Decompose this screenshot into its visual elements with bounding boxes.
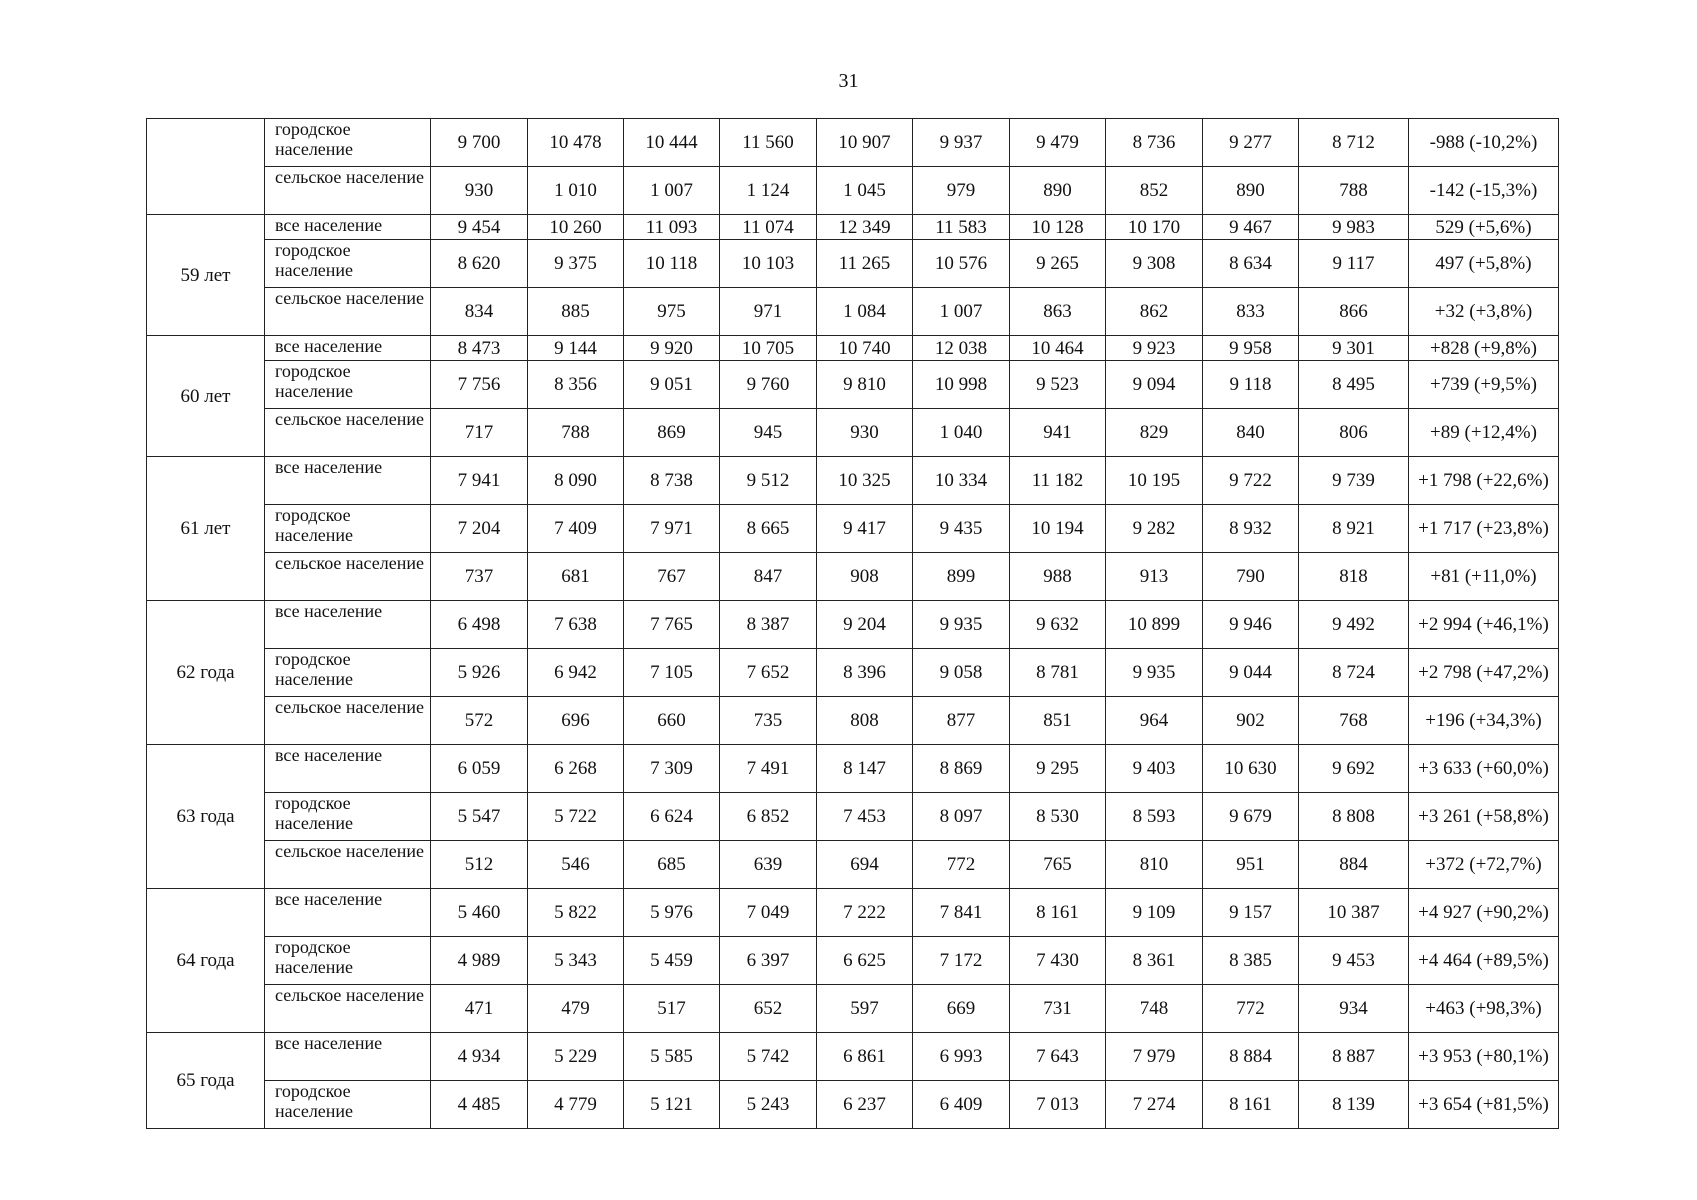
value-cell: 847 <box>720 553 817 601</box>
value-cell: 717 <box>431 409 528 457</box>
change-cell: +372 (+72,7%) <box>1409 841 1559 889</box>
value-cell: 10 444 <box>624 119 720 167</box>
value-cell: 546 <box>528 841 624 889</box>
category-cell: сельское население <box>265 697 431 745</box>
value-cell: 9 435 <box>913 505 1010 553</box>
value-cell: 829 <box>1106 409 1203 457</box>
value-cell: 8 356 <box>528 361 624 409</box>
table-row <box>147 288 1559 336</box>
value-cell: 934 <box>1299 985 1409 1033</box>
value-cell: 10 194 <box>1010 505 1106 553</box>
value-cell: 908 <box>817 553 913 601</box>
page-number: 31 <box>838 70 859 92</box>
value-cell: 7 652 <box>720 649 817 697</box>
change-cell: +4 464 (+89,5%) <box>1409 937 1559 985</box>
value-cell: 9 937 <box>913 119 1010 167</box>
value-cell: 7 204 <box>431 505 528 553</box>
table-row <box>147 336 1559 361</box>
change-cell: +3 633 (+60,0%) <box>1409 745 1559 793</box>
value-cell: 8 090 <box>528 457 624 505</box>
value-cell: 7 409 <box>528 505 624 553</box>
value-cell: 6 852 <box>720 793 817 841</box>
value-cell: 790 <box>1203 553 1299 601</box>
value-cell: 8 097 <box>913 793 1010 841</box>
value-cell: 890 <box>1010 167 1106 215</box>
value-cell: 6 268 <box>528 745 624 793</box>
value-cell: 9 700 <box>431 119 528 167</box>
value-cell: 10 478 <box>528 119 624 167</box>
change-cell: -142 (-15,3%) <box>1409 167 1559 215</box>
value-cell: 885 <box>528 288 624 336</box>
category-cell: сельское население <box>265 985 431 1033</box>
value-cell: 833 <box>1203 288 1299 336</box>
table-row <box>147 361 1559 409</box>
value-cell: 945 <box>720 409 817 457</box>
table-row <box>147 167 1559 215</box>
value-cell: 10 103 <box>720 240 817 288</box>
table-body <box>147 119 1559 1129</box>
value-cell: 767 <box>624 553 720 601</box>
value-cell: 4 485 <box>431 1081 528 1129</box>
category-cell: сельское население <box>265 553 431 601</box>
value-cell: 9 958 <box>1203 336 1299 361</box>
change-cell: -988 (-10,2%) <box>1409 119 1559 167</box>
value-cell: 7 765 <box>624 601 720 649</box>
change-cell: 497 (+5,8%) <box>1409 240 1559 288</box>
value-cell: 8 712 <box>1299 119 1409 167</box>
value-cell: 9 523 <box>1010 361 1106 409</box>
value-cell: 5 229 <box>528 1033 624 1081</box>
table-row <box>147 119 1559 167</box>
value-cell: 9 810 <box>817 361 913 409</box>
value-cell: 862 <box>1106 288 1203 336</box>
value-cell: 951 <box>1203 841 1299 889</box>
value-cell: 11 074 <box>720 215 817 240</box>
value-cell: 7 172 <box>913 937 1010 985</box>
change-cell: +3 654 (+81,5%) <box>1409 1081 1559 1129</box>
value-cell: 6 397 <box>720 937 817 985</box>
value-cell: 877 <box>913 697 1010 745</box>
value-cell: 9 983 <box>1299 215 1409 240</box>
value-cell: 866 <box>1299 288 1409 336</box>
value-cell: 8 473 <box>431 336 528 361</box>
value-cell: 8 161 <box>1203 1081 1299 1129</box>
value-cell: 9 920 <box>624 336 720 361</box>
value-cell: 8 495 <box>1299 361 1409 409</box>
table-row <box>147 841 1559 889</box>
value-cell: 5 976 <box>624 889 720 937</box>
value-cell: 8 665 <box>720 505 817 553</box>
table-row <box>147 697 1559 745</box>
category-cell: сельское население <box>265 841 431 889</box>
value-cell: 7 013 <box>1010 1081 1106 1129</box>
value-cell: 7 274 <box>1106 1081 1203 1129</box>
value-cell: 6 059 <box>431 745 528 793</box>
age-group-cell: 61 лет <box>147 457 265 601</box>
value-cell: 9 946 <box>1203 601 1299 649</box>
category-cell: все население <box>265 1033 431 1081</box>
value-cell: 685 <box>624 841 720 889</box>
age-group-cell <box>147 119 265 215</box>
table-row <box>147 793 1559 841</box>
value-cell: 1 084 <box>817 288 913 336</box>
value-cell: 899 <box>913 553 1010 601</box>
category-cell: сельское население <box>265 409 431 457</box>
change-cell: +3 261 (+58,8%) <box>1409 793 1559 841</box>
value-cell: 8 887 <box>1299 1033 1409 1081</box>
change-cell: +463 (+98,3%) <box>1409 985 1559 1033</box>
change-cell: 529 (+5,6%) <box>1409 215 1559 240</box>
value-cell: 737 <box>431 553 528 601</box>
value-cell: 11 560 <box>720 119 817 167</box>
value-cell: 765 <box>1010 841 1106 889</box>
value-cell: 806 <box>1299 409 1409 457</box>
value-cell: 9 109 <box>1106 889 1203 937</box>
value-cell: 975 <box>624 288 720 336</box>
table-row <box>147 553 1559 601</box>
value-cell: 6 409 <box>913 1081 1010 1129</box>
value-cell: 5 722 <box>528 793 624 841</box>
value-cell: 1 007 <box>624 167 720 215</box>
table-row <box>147 1081 1559 1129</box>
value-cell: 5 547 <box>431 793 528 841</box>
value-cell: 512 <box>431 841 528 889</box>
value-cell: 652 <box>720 985 817 1033</box>
value-cell: 10 899 <box>1106 601 1203 649</box>
change-cell: +196 (+34,3%) <box>1409 697 1559 745</box>
value-cell: 9 301 <box>1299 336 1409 361</box>
value-cell: 840 <box>1203 409 1299 457</box>
value-cell: 8 147 <box>817 745 913 793</box>
value-cell: 9 403 <box>1106 745 1203 793</box>
value-cell: 681 <box>528 553 624 601</box>
value-cell: 8 361 <box>1106 937 1203 985</box>
change-cell: +89 (+12,4%) <box>1409 409 1559 457</box>
value-cell: 971 <box>720 288 817 336</box>
age-group-cell: 64 года <box>147 889 265 1033</box>
value-cell: 9 058 <box>913 649 1010 697</box>
category-cell: городское население <box>265 649 431 697</box>
value-cell: 748 <box>1106 985 1203 1033</box>
value-cell: 7 049 <box>720 889 817 937</box>
table-row <box>147 601 1559 649</box>
change-cell: +1 717 (+23,8%) <box>1409 505 1559 553</box>
category-cell: городское население <box>265 361 431 409</box>
value-cell: 979 <box>913 167 1010 215</box>
table-row <box>147 985 1559 1033</box>
value-cell: 10 630 <box>1203 745 1299 793</box>
value-cell: 8 139 <box>1299 1081 1409 1129</box>
change-cell: +2 798 (+47,2%) <box>1409 649 1559 697</box>
value-cell: 669 <box>913 985 1010 1033</box>
value-cell: 9 044 <box>1203 649 1299 697</box>
value-cell: 639 <box>720 841 817 889</box>
value-cell: 9 454 <box>431 215 528 240</box>
value-cell: 9 282 <box>1106 505 1203 553</box>
value-cell: 572 <box>431 697 528 745</box>
value-cell: 10 464 <box>1010 336 1106 361</box>
value-cell: 479 <box>528 985 624 1033</box>
value-cell: 902 <box>1203 697 1299 745</box>
value-cell: 1 010 <box>528 167 624 215</box>
change-cell: +32 (+3,8%) <box>1409 288 1559 336</box>
value-cell: 9 204 <box>817 601 913 649</box>
value-cell: 8 387 <box>720 601 817 649</box>
value-cell: 517 <box>624 985 720 1033</box>
value-cell: 7 643 <box>1010 1033 1106 1081</box>
value-cell: 863 <box>1010 288 1106 336</box>
value-cell: 8 385 <box>1203 937 1299 985</box>
table-row <box>147 937 1559 985</box>
value-cell: 9 295 <box>1010 745 1106 793</box>
value-cell: 12 349 <box>817 215 913 240</box>
category-cell: все население <box>265 601 431 649</box>
value-cell: 9 417 <box>817 505 913 553</box>
table-row <box>147 1033 1559 1081</box>
value-cell: 5 460 <box>431 889 528 937</box>
change-cell: +4 927 (+90,2%) <box>1409 889 1559 937</box>
value-cell: 9 632 <box>1010 601 1106 649</box>
value-cell: 731 <box>1010 985 1106 1033</box>
value-cell: 660 <box>624 697 720 745</box>
value-cell: 5 459 <box>624 937 720 985</box>
value-cell: 735 <box>720 697 817 745</box>
value-cell: 869 <box>624 409 720 457</box>
value-cell: 10 170 <box>1106 215 1203 240</box>
value-cell: 913 <box>1106 553 1203 601</box>
value-cell: 1 045 <box>817 167 913 215</box>
age-group-cell: 62 года <box>147 601 265 745</box>
value-cell: 8 932 <box>1203 505 1299 553</box>
value-cell: 890 <box>1203 167 1299 215</box>
category-cell: городское население <box>265 937 431 985</box>
value-cell: 808 <box>817 697 913 745</box>
value-cell: 9 722 <box>1203 457 1299 505</box>
value-cell: 6 942 <box>528 649 624 697</box>
value-cell: 9 935 <box>913 601 1010 649</box>
value-cell: 768 <box>1299 697 1409 745</box>
category-cell: все население <box>265 336 431 361</box>
value-cell: 5 343 <box>528 937 624 985</box>
category-cell: городское население <box>265 505 431 553</box>
change-cell: +1 798 (+22,6%) <box>1409 457 1559 505</box>
table-row <box>147 409 1559 457</box>
value-cell: 5 121 <box>624 1081 720 1129</box>
value-cell: 7 638 <box>528 601 624 649</box>
value-cell: 9 117 <box>1299 240 1409 288</box>
value-cell: 9 512 <box>720 457 817 505</box>
category-cell: городское население <box>265 1081 431 1129</box>
value-cell: 6 498 <box>431 601 528 649</box>
value-cell: 1 124 <box>720 167 817 215</box>
value-cell: 6 625 <box>817 937 913 985</box>
value-cell: 9 935 <box>1106 649 1203 697</box>
value-cell: 9 453 <box>1299 937 1409 985</box>
category-cell: городское население <box>265 793 431 841</box>
value-cell: 6 624 <box>624 793 720 841</box>
value-cell: 7 491 <box>720 745 817 793</box>
value-cell: 11 182 <box>1010 457 1106 505</box>
value-cell: 11 583 <box>913 215 1010 240</box>
value-cell: 6 861 <box>817 1033 913 1081</box>
value-cell: 11 093 <box>624 215 720 240</box>
value-cell: 7 979 <box>1106 1033 1203 1081</box>
value-cell: 788 <box>1299 167 1409 215</box>
value-cell: 9 375 <box>528 240 624 288</box>
age-group-cell: 59 лет <box>147 215 265 336</box>
value-cell: 772 <box>1203 985 1299 1033</box>
value-cell: 10 998 <box>913 361 1010 409</box>
change-cell: +81 (+11,0%) <box>1409 553 1559 601</box>
value-cell: 10 128 <box>1010 215 1106 240</box>
value-cell: 930 <box>431 167 528 215</box>
value-cell: 696 <box>528 697 624 745</box>
value-cell: 6 237 <box>817 1081 913 1129</box>
value-cell: 10 705 <box>720 336 817 361</box>
population-table-container <box>146 118 1558 1129</box>
table-row <box>147 745 1559 793</box>
value-cell: 8 736 <box>1106 119 1203 167</box>
value-cell: 10 195 <box>1106 457 1203 505</box>
value-cell: 7 756 <box>431 361 528 409</box>
category-cell: все население <box>265 889 431 937</box>
value-cell: 597 <box>817 985 913 1033</box>
value-cell: 8 593 <box>1106 793 1203 841</box>
value-cell: 10 576 <box>913 240 1010 288</box>
value-cell: 7 309 <box>624 745 720 793</box>
value-cell: 9 479 <box>1010 119 1106 167</box>
value-cell: 9 760 <box>720 361 817 409</box>
category-cell: городское население <box>265 240 431 288</box>
value-cell: 5 822 <box>528 889 624 937</box>
change-cell: +2 994 (+46,1%) <box>1409 601 1559 649</box>
value-cell: 7 453 <box>817 793 913 841</box>
change-cell: +3 953 (+80,1%) <box>1409 1033 1559 1081</box>
value-cell: 9 144 <box>528 336 624 361</box>
value-cell: 9 692 <box>1299 745 1409 793</box>
value-cell: 8 396 <box>817 649 913 697</box>
value-cell: 8 620 <box>431 240 528 288</box>
value-cell: 9 157 <box>1203 889 1299 937</box>
value-cell: 9 739 <box>1299 457 1409 505</box>
table-row <box>147 457 1559 505</box>
category-cell: все население <box>265 215 431 240</box>
category-cell: все население <box>265 457 431 505</box>
value-cell: 8 738 <box>624 457 720 505</box>
table-row <box>147 215 1559 240</box>
value-cell: 9 679 <box>1203 793 1299 841</box>
value-cell: 10 387 <box>1299 889 1409 937</box>
value-cell: 9 492 <box>1299 601 1409 649</box>
value-cell: 5 585 <box>624 1033 720 1081</box>
value-cell: 1 040 <box>913 409 1010 457</box>
value-cell: 834 <box>431 288 528 336</box>
value-cell: 8 884 <box>1203 1033 1299 1081</box>
value-cell: 12 038 <box>913 336 1010 361</box>
value-cell: 8 921 <box>1299 505 1409 553</box>
value-cell: 852 <box>1106 167 1203 215</box>
value-cell: 10 334 <box>913 457 1010 505</box>
category-cell: все население <box>265 745 431 793</box>
table-row <box>147 505 1559 553</box>
value-cell: 810 <box>1106 841 1203 889</box>
value-cell: 884 <box>1299 841 1409 889</box>
value-cell: 9 467 <box>1203 215 1299 240</box>
population-table <box>146 118 1559 1129</box>
value-cell: 7 222 <box>817 889 913 937</box>
value-cell: 7 841 <box>913 889 1010 937</box>
value-cell: 5 243 <box>720 1081 817 1129</box>
value-cell: 9 277 <box>1203 119 1299 167</box>
value-cell: 4 934 <box>431 1033 528 1081</box>
value-cell: 941 <box>1010 409 1106 457</box>
value-cell: 788 <box>528 409 624 457</box>
value-cell: 8 781 <box>1010 649 1106 697</box>
value-cell: 7 971 <box>624 505 720 553</box>
table-row <box>147 649 1559 697</box>
value-cell: 5 926 <box>431 649 528 697</box>
value-cell: 5 742 <box>720 1033 817 1081</box>
value-cell: 8 808 <box>1299 793 1409 841</box>
value-cell: 9 051 <box>624 361 720 409</box>
value-cell: 988 <box>1010 553 1106 601</box>
value-cell: 7 105 <box>624 649 720 697</box>
category-cell: сельское население <box>265 288 431 336</box>
value-cell: 6 993 <box>913 1033 1010 1081</box>
value-cell: 772 <box>913 841 1010 889</box>
value-cell: 11 265 <box>817 240 913 288</box>
value-cell: 7 941 <box>431 457 528 505</box>
value-cell: 964 <box>1106 697 1203 745</box>
value-cell: 818 <box>1299 553 1409 601</box>
value-cell: 9 118 <box>1203 361 1299 409</box>
value-cell: 10 740 <box>817 336 913 361</box>
value-cell: 4 989 <box>431 937 528 985</box>
value-cell: 8 634 <box>1203 240 1299 288</box>
value-cell: 1 007 <box>913 288 1010 336</box>
value-cell: 8 724 <box>1299 649 1409 697</box>
value-cell: 8 530 <box>1010 793 1106 841</box>
age-group-cell: 63 года <box>147 745 265 889</box>
change-cell: +739 (+9,5%) <box>1409 361 1559 409</box>
value-cell: 471 <box>431 985 528 1033</box>
value-cell: 8 869 <box>913 745 1010 793</box>
value-cell: 10 118 <box>624 240 720 288</box>
value-cell: 851 <box>1010 697 1106 745</box>
category-cell: городское население <box>265 119 431 167</box>
value-cell: 10 907 <box>817 119 913 167</box>
value-cell: 930 <box>817 409 913 457</box>
value-cell: 4 779 <box>528 1081 624 1129</box>
table-row <box>147 889 1559 937</box>
category-cell: сельское население <box>265 167 431 215</box>
value-cell: 8 161 <box>1010 889 1106 937</box>
change-cell: +828 (+9,8%) <box>1409 336 1559 361</box>
value-cell: 7 430 <box>1010 937 1106 985</box>
value-cell: 9 308 <box>1106 240 1203 288</box>
age-group-cell: 60 лет <box>147 336 265 457</box>
value-cell: 9 923 <box>1106 336 1203 361</box>
value-cell: 10 260 <box>528 215 624 240</box>
value-cell: 9 094 <box>1106 361 1203 409</box>
age-group-cell: 65 года <box>147 1033 265 1129</box>
value-cell: 694 <box>817 841 913 889</box>
table-row <box>147 240 1559 288</box>
value-cell: 10 325 <box>817 457 913 505</box>
value-cell: 9 265 <box>1010 240 1106 288</box>
